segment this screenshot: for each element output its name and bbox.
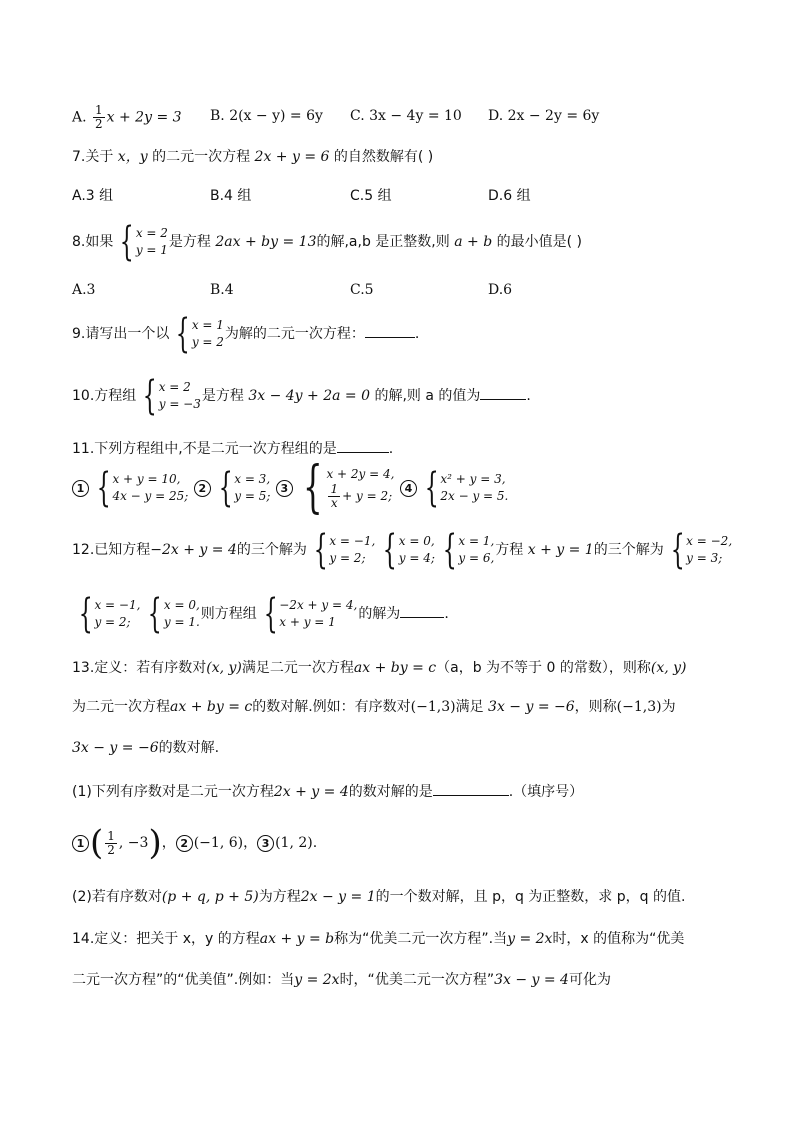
q13-equation: ax + by = c <box>170 699 253 715</box>
q13-p1-eq: 2x + y = 4 <box>273 784 349 800</box>
sys-row: y = 4; <box>398 551 435 565</box>
sys-row: 4x − y = 25; <box>112 489 189 503</box>
q13-text: 为 <box>661 699 676 715</box>
q13-text: (1)下列有序数对是二元一次方程 <box>72 784 274 800</box>
sys-row: y = 5; <box>234 489 271 503</box>
sys-row: x = −1, <box>94 598 141 612</box>
circled-number: 1 <box>72 835 89 852</box>
sys-row: x² + y = 3, <box>440 472 506 486</box>
q13-example-eq: 3x − y = −6 <box>72 740 159 756</box>
q12-system: { −2x + y = 4, x + y = 1 <box>263 591 358 637</box>
q10-end: . <box>526 388 531 404</box>
q12-suffix: 的解为 <box>358 606 401 622</box>
q12-sol2-b: { x = −1, y = 2; <box>78 591 141 637</box>
q6-a-eq: x + 2y = 3 <box>106 109 182 126</box>
q8-system <box>114 219 168 265</box>
q13-text: 13.定义：若有序数对 <box>72 660 207 676</box>
q13-text: .（填序号） <box>508 784 584 800</box>
q13-text: 为二元一次方程 <box>72 699 170 715</box>
frac-num: 1 <box>107 828 115 843</box>
q13-text: ，则称 <box>574 699 617 715</box>
separator: ， <box>243 835 258 851</box>
q13-example: (−1,3) <box>616 699 662 715</box>
q12-prefix: 12.已知方程 <box>72 542 151 558</box>
q7-equation: 2x + y = 6 <box>254 149 330 165</box>
sys-row: y = 6, <box>458 551 495 565</box>
q13-end: . <box>312 835 318 851</box>
q13-o3: (1, 2) <box>275 835 313 851</box>
separator: ， <box>161 835 176 851</box>
q12-mid3: 的三个解为 <box>593 542 664 558</box>
q8-prefix: 8.如果 <box>72 234 114 250</box>
circled-number: 4 <box>400 480 417 497</box>
sys-row: y = 2; <box>94 615 131 629</box>
q7-prefix: 7.关于 <box>72 149 114 165</box>
q8-mid1: 是方程 <box>168 234 211 250</box>
q12-stem-line1 <box>72 527 733 573</box>
q13-p2-eq: 2x − y = 1 <box>300 889 376 905</box>
q13-o1-rest: , −3 <box>118 835 149 851</box>
frac-den: 2 <box>95 117 103 131</box>
sys-row: y = 1. <box>163 615 200 629</box>
sys-row: x = 0, <box>398 534 435 548</box>
q14-equation: 3x − y = 4 <box>494 972 569 988</box>
circled-number: 2 <box>194 480 211 497</box>
q7-option-b: B.4 组 <box>210 188 252 204</box>
q13-text: (2)若有序数对 <box>72 889 162 905</box>
q13-options <box>72 822 317 864</box>
q10-mid: 是方程 <box>201 388 244 404</box>
q13-text: 满足 <box>455 699 484 715</box>
q8-option-d: D.6 <box>488 282 513 298</box>
frac-num: 1 <box>95 103 103 117</box>
q8-suffix: 的最小值是( ) <box>496 234 582 250</box>
sys-row: x = 3, <box>234 472 271 486</box>
q13-pair: (x, y) <box>650 660 687 676</box>
q14-text: 时，“优美二元一次方程” <box>339 972 495 988</box>
q14-text: 称为“优美二元一次方程”.当 <box>334 931 508 947</box>
q12-mid2: 方程 <box>495 542 524 558</box>
q6-option-b: B. 2(x − y) = 6y <box>210 108 323 124</box>
frac-den: x <box>330 496 338 510</box>
q13-line2 <box>72 697 676 717</box>
q11-text: 11.下列方程组中,不是二元一次方程组的是 <box>72 441 337 457</box>
q14-condition: y = 2x <box>294 972 340 988</box>
q13-pair: (x, y) <box>206 660 242 676</box>
q11-end: . <box>388 441 394 457</box>
sys-row: 2x − y = 5. <box>440 489 509 503</box>
q8-option-b: B.4 <box>210 282 234 298</box>
sys-row: y = 3; <box>686 551 723 565</box>
q13-text: 的数对解. <box>158 740 220 756</box>
q12-mid4: 则方程组 <box>200 606 257 622</box>
q14-equation: ax + y = b <box>259 931 335 947</box>
sys-row: y = 2; <box>329 551 366 565</box>
q8-mid2: 的解,a,b 是正整数,则 <box>316 234 450 250</box>
q12-end: . <box>444 606 449 622</box>
q8-option-a: A.3 <box>72 282 96 298</box>
q12-sol1-b: { x = 0, y = 4; <box>383 527 435 573</box>
q13-example: (−1,3) <box>410 699 456 715</box>
q11-system-3: { x + 2y = 4, $\frac{1}{x}$ + y = 2; <box>302 455 395 520</box>
q13-part2 <box>72 887 685 907</box>
q13-text: （a，b 为不等于 0 的常数），则称 <box>436 660 651 676</box>
frac-den: 2 <box>107 842 115 857</box>
q14-text: 可化为 <box>568 972 611 988</box>
q8-expr: a + b <box>454 234 493 250</box>
q6-a-fraction <box>93 104 105 131</box>
q14-condition: y = 2x <box>507 931 553 947</box>
frac-num: 1 <box>330 482 339 496</box>
q7-mid: 的二元一次方程 <box>152 149 251 165</box>
q7-option-d: D.6 组 <box>488 188 531 204</box>
q9-system: { x = 1 y = 2 <box>176 311 224 357</box>
q10-stem <box>72 373 531 419</box>
q6-option-a <box>72 104 182 131</box>
sys-row: x + y = 1 <box>279 615 336 629</box>
q12-mid1: 的三个解为 <box>236 542 307 558</box>
sys-row: x = −1, <box>329 534 376 548</box>
q11-systems <box>72 455 509 520</box>
q6-option-c: C. 3x − 4y = 10 <box>350 108 462 124</box>
sys-row: y = −3 <box>158 397 201 411</box>
q10-system: { x = 2 y = −3 <box>142 373 201 419</box>
q12-sol2-c: { x = 0, y = 1. <box>148 591 200 637</box>
q13-text: 为方程 <box>258 889 301 905</box>
circled-number: 1 <box>72 480 89 497</box>
q7-option-a: A.3 组 <box>72 188 114 204</box>
q14-line1 <box>72 929 684 949</box>
q13-answer-blank[interactable] <box>433 781 509 796</box>
q7-vars: x，y <box>113 149 153 165</box>
q12-sol1-a: { x = −1, y = 2; <box>313 527 376 573</box>
q13-text: 的数对解的是 <box>348 784 433 800</box>
sys-row: y = 1 <box>135 243 168 257</box>
left-paren: ( <box>90 823 104 863</box>
q13-equation: ax + by = c <box>353 660 437 676</box>
sys-row: x = 1 <box>191 318 224 332</box>
sys-row: y = 2 <box>191 335 224 349</box>
q11-system-2: { x = 3, y = 5; <box>218 465 271 511</box>
q12-stem-line2 <box>72 591 449 637</box>
q11-system-1: { x + y = 10, 4x − y = 25; <box>96 465 189 511</box>
q13-line3 <box>72 738 219 758</box>
q12-answer-blank[interactable] <box>400 603 444 618</box>
sys-row: −2x + y = 4, <box>279 598 358 612</box>
q14-line2 <box>72 970 611 990</box>
sys-row: x = 1, <box>458 534 495 548</box>
circled-number: 2 <box>176 835 193 852</box>
q10-prefix: 10.方程组 <box>72 388 137 404</box>
sys-row: x = 2 <box>135 226 168 240</box>
left-brace: { <box>120 219 135 265</box>
q6-a-label: A. <box>72 109 87 126</box>
sys-row: x + y = 10, <box>112 472 181 486</box>
circled-number: 3 <box>276 480 293 497</box>
sys-row: x + 2y = 4, <box>326 467 395 481</box>
q10-answer-blank[interactable] <box>480 385 526 400</box>
q8-stem <box>72 219 582 265</box>
q7-suffix: 的自然数解有( ) <box>333 149 434 165</box>
q11-system-4: { x² + y = 3, 2x − y = 5. <box>424 465 509 511</box>
q10-suffix: 的解,则 a 的值为 <box>374 388 481 404</box>
q8-option-c: C.5 <box>350 282 374 298</box>
circled-number: 3 <box>257 835 274 852</box>
q13-example-eq: 3x − y = −6 <box>488 699 575 715</box>
q7-option-c: C.5 组 <box>350 188 392 204</box>
q14-text: 二元一次方程”的“优美值”.例如：当 <box>72 972 295 988</box>
sys-row: x = 2 <box>158 380 191 394</box>
q9-prefix: 9.请写出一个以 <box>72 326 170 342</box>
q13-part1 <box>72 781 583 802</box>
q11-answer-blank[interactable] <box>337 438 389 453</box>
q12-sol2-a: { x = −2, y = 3; <box>670 527 733 573</box>
q9-end: . <box>414 326 420 342</box>
q8-equation: 2ax + by = 13 <box>215 234 317 250</box>
q9-suffix: 为解的二元一次方程： <box>224 326 365 342</box>
sys-row: x = −2, <box>686 534 733 548</box>
q9-answer-blank[interactable] <box>365 323 415 338</box>
q14-text: 14.定义：把关于 x，y 的方程 <box>72 931 260 947</box>
q7-stem <box>72 147 433 167</box>
right-paren: ) <box>148 823 162 863</box>
q13-text: 的数对解.例如：有序数对 <box>252 699 411 715</box>
q12-eq2: x + y = 1 <box>527 542 594 558</box>
q13-text: 的一个数对解，且 p，q 为正整数，求 p，q 的值. <box>375 889 686 905</box>
q13-p2-pair: (p + q, p + 5) <box>161 889 259 905</box>
q13-text: 满足二元一次方程 <box>241 660 354 676</box>
q6-option-d: D. 2x − 2y = 6y <box>488 108 600 124</box>
q12-sol1-c: { x = 1, y = 6, <box>442 527 495 573</box>
sys-row <box>326 483 394 510</box>
q9-stem <box>72 311 420 357</box>
frac-rest: + y = 2; <box>342 489 393 503</box>
q14-text: 时，x 的值称为“优美 <box>552 931 685 947</box>
q12-eq1: −2x + y = 4 <box>150 542 237 558</box>
q10-equation: 3x − 4y + 2a = 0 <box>248 388 371 404</box>
q11-stem <box>72 438 393 459</box>
sys-row: x = 0, <box>163 598 200 612</box>
q13-line1 <box>72 658 687 678</box>
q13-o2: (−1, 6) <box>193 835 244 851</box>
